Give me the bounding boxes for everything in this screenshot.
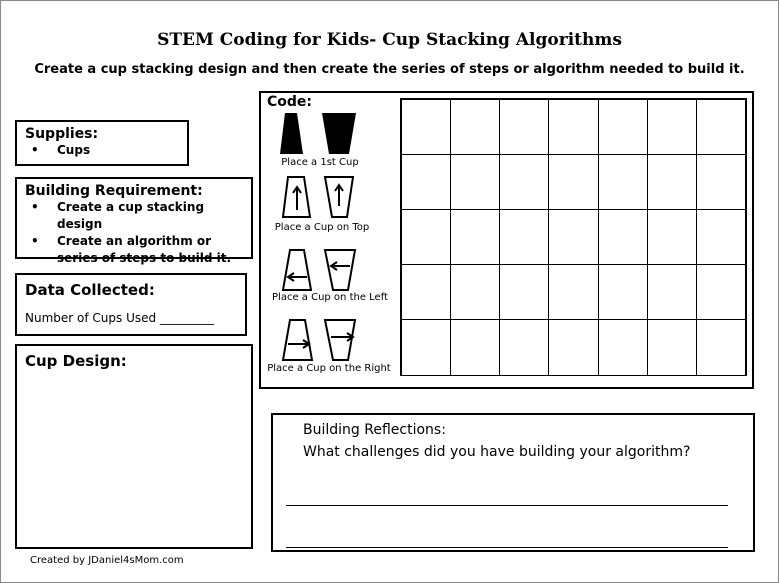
grid-cell[interactable] — [548, 99, 598, 155]
grid-cell[interactable] — [647, 319, 697, 375]
page-subtitle: Create a cup stacking design and then create the series of steps or algorithm needed to build it. — [34, 62, 745, 77]
grid-cell[interactable] — [450, 319, 500, 375]
cup-design-box[interactable] — [15, 344, 253, 549]
cup-inverted-up-arrow-icon — [325, 177, 353, 217]
supplies-item: • Cups — [25, 142, 179, 159]
code-heading: Code: — [267, 94, 313, 110]
grid-cell[interactable] — [548, 264, 598, 320]
grid-cell[interactable] — [598, 209, 648, 265]
grid-cell[interactable] — [647, 209, 697, 265]
grid-cell[interactable] — [548, 209, 598, 265]
supplies-box — [15, 120, 189, 166]
cup-left-arrow-icon — [283, 250, 311, 290]
grid-cell[interactable] — [598, 154, 648, 210]
grid-cell[interactable] — [598, 99, 648, 155]
grid-cell[interactable] — [450, 154, 500, 210]
cup-inverted-filled-icon — [322, 113, 356, 154]
grid-cell[interactable] — [499, 264, 549, 320]
cup-right-arrow-icon — [283, 320, 312, 360]
grid-cell[interactable] — [401, 99, 451, 155]
cup-upright-filled-icon — [280, 113, 303, 154]
code-cup-icons — [280, 110, 360, 370]
requirement-box — [15, 177, 253, 265]
requirement-item: • Create an algorithm or series of steps to build it. — [25, 233, 243, 267]
cups-used-field[interactable]: Number of Cups Used _________ — [25, 311, 214, 325]
cup-up-arrow-icon — [283, 177, 310, 217]
reflections-heading: Building Reflections: — [303, 422, 446, 438]
caption-cup-on-right: Place a Cup on the Right — [267, 363, 391, 374]
requirement-heading: Building Requirement: — [25, 183, 203, 199]
grid-cell[interactable] — [548, 319, 598, 375]
answer-line[interactable] — [286, 505, 728, 506]
grid-cell[interactable] — [598, 264, 648, 320]
grid-cell[interactable] — [499, 99, 549, 155]
cup-design-heading: Cup Design: — [25, 352, 127, 370]
grid-cell[interactable] — [647, 154, 697, 210]
grid-cell[interactable] — [499, 209, 549, 265]
grid-cell[interactable] — [499, 154, 549, 210]
grid-cell[interactable] — [696, 99, 746, 155]
caption-cup-on-top: Place a Cup on Top — [274, 222, 370, 233]
grid-cell[interactable] — [401, 209, 451, 265]
caption-cup-on-left: Place a Cup on the Left — [272, 292, 388, 303]
data-collected-box — [15, 273, 247, 336]
cup-inverted-left-arrow-icon — [325, 250, 355, 290]
cup-inverted-right-arrow-icon — [325, 320, 355, 360]
footer-credit: Created by JDaniel4sMom.com — [30, 555, 184, 566]
grid-cell[interactable] — [401, 264, 451, 320]
algorithm-grid[interactable] — [400, 98, 747, 376]
data-collected-heading: Data Collected: — [25, 281, 155, 299]
answer-line[interactable] — [286, 547, 728, 548]
grid-cell[interactable] — [647, 264, 697, 320]
grid-cell[interactable] — [450, 209, 500, 265]
page-title: STEM Coding for Kids- Cup Stacking Algorithms — [157, 30, 622, 50]
grid-cell[interactable] — [450, 99, 500, 155]
grid-cell[interactable] — [598, 319, 648, 375]
grid-cell[interactable] — [696, 209, 746, 265]
grid-cell[interactable] — [450, 264, 500, 320]
grid-cell[interactable] — [499, 319, 549, 375]
supplies-heading: Supplies: — [25, 126, 99, 142]
caption-first-cup: Place a 1st Cup — [281, 157, 359, 168]
grid-cell[interactable] — [401, 319, 451, 375]
requirement-item: • Create a cup stacking design — [25, 199, 243, 233]
reflections-box — [271, 413, 755, 552]
grid-cell[interactable] — [696, 154, 746, 210]
grid-cell[interactable] — [696, 319, 746, 375]
grid-cell[interactable] — [696, 264, 746, 320]
grid-cell[interactable] — [401, 154, 451, 210]
reflections-question: What challenges did you have building your algorithm? — [303, 444, 691, 460]
grid-cell[interactable] — [548, 154, 598, 210]
grid-cell[interactable] — [647, 99, 697, 155]
